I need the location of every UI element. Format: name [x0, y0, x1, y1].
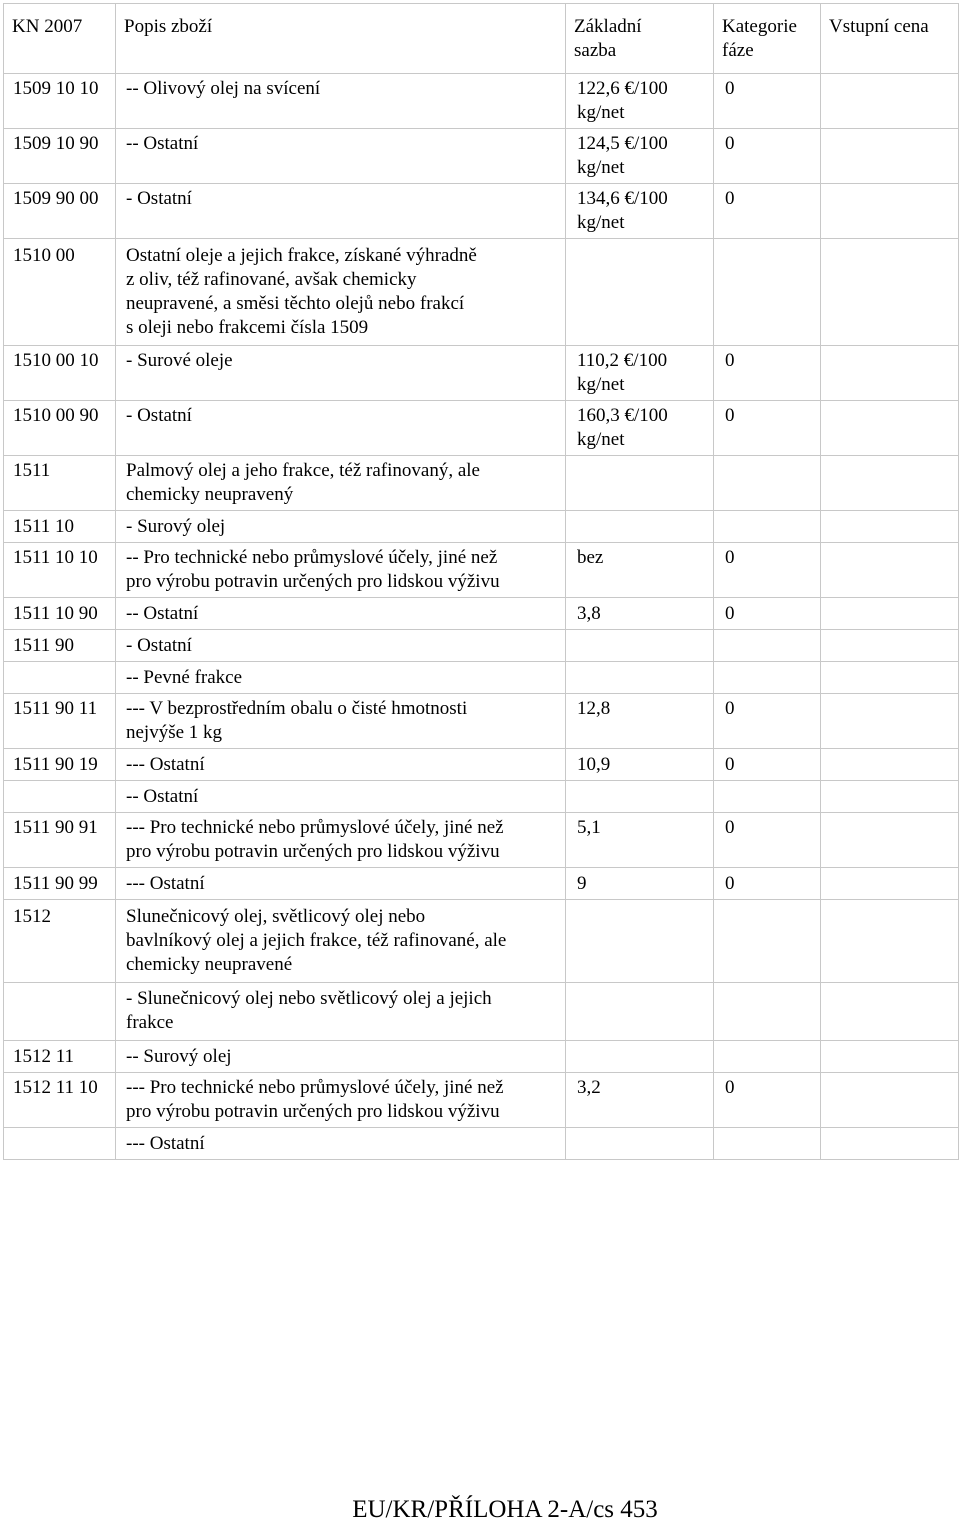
cell-description: --- Ostatní — [116, 868, 566, 900]
cell-description: - Surový olej — [116, 511, 566, 543]
cell-code: 1511 10 — [4, 511, 116, 543]
cell-code: 1510 00 — [4, 239, 116, 346]
cell-entry-price — [821, 1128, 959, 1160]
cell-base-rate: 3,2 — [566, 1073, 714, 1128]
cell-category: 0 — [714, 129, 821, 184]
cell-code: 1511 90 11 — [4, 694, 116, 749]
cell-category — [714, 239, 821, 346]
cell-description: -- Pevné frakce — [116, 662, 566, 694]
table-row — [4, 456, 959, 511]
cell-code — [4, 983, 116, 1041]
cell-base-rate: 134,6 €/100 kg/net — [566, 184, 714, 239]
cell-base-rate — [566, 239, 714, 346]
cell-description: -- Olivový olej na svícení — [116, 74, 566, 129]
cell-description: -- Ostatní — [116, 598, 566, 630]
cell-description: --- Pro technické nebo průmyslové účely, jiné než pro výrobu potravin určených pro lidskou výživu — [116, 813, 566, 868]
cell-entry-price — [821, 239, 959, 346]
cell-entry-price — [821, 630, 959, 662]
cell-description: -- Surový olej — [116, 1041, 566, 1073]
cell-description: --- Ostatní — [116, 1128, 566, 1160]
cell-description: Slunečnicový olej, světlicový olej nebo bavlníkový olej a jejich frakce, též rafinované, ale chemicky neupravené — [116, 900, 566, 983]
cell-category — [714, 630, 821, 662]
cell-category — [714, 456, 821, 511]
cell-description: -- Ostatní — [116, 781, 566, 813]
table-row — [4, 401, 959, 456]
cell-category: 0 — [714, 401, 821, 456]
header-category: Kategorie fáze — [714, 4, 821, 74]
table-row — [4, 1128, 959, 1160]
cell-base-rate: 12,8 — [566, 694, 714, 749]
page-footer-label: EU/KR/PŘÍLOHA 2-A/cs 453 — [352, 1496, 658, 1523]
cell-description: - Slunečnicový olej nebo světlicový olej a jejich frakce — [116, 983, 566, 1041]
cell-entry-price — [821, 401, 959, 456]
cell-entry-price — [821, 598, 959, 630]
cell-category: 0 — [714, 598, 821, 630]
header-kn-code: KN 2007 — [4, 4, 116, 74]
cell-category — [714, 1041, 821, 1073]
cell-description: - Ostatní — [116, 630, 566, 662]
cell-description: --- Pro technické nebo průmyslové účely, jiné než pro výrobu potravin určených pro lidskou výživu — [116, 1073, 566, 1128]
cell-entry-price — [821, 781, 959, 813]
cell-code: 1511 — [4, 456, 116, 511]
cell-category: 0 — [714, 749, 821, 781]
cell-entry-price — [821, 456, 959, 511]
header-entry-price: Vstupní cena — [821, 4, 959, 74]
cell-entry-price — [821, 543, 959, 598]
table-row — [4, 511, 959, 543]
cell-code: 1509 10 10 — [4, 74, 116, 129]
cell-base-rate: 10,9 — [566, 749, 714, 781]
cell-base-rate — [566, 511, 714, 543]
cell-code: 1511 10 90 — [4, 598, 116, 630]
table-row — [4, 543, 959, 598]
cell-description: --- V bezprostředním obalu o čisté hmotnosti nejvýše 1 kg — [116, 694, 566, 749]
cell-entry-price — [821, 346, 959, 401]
cell-description: Palmový olej a jeho frakce, též rafinovaný, ale chemicky neupravený — [116, 456, 566, 511]
cell-code — [4, 1128, 116, 1160]
cell-code — [4, 662, 116, 694]
cell-category — [714, 511, 821, 543]
cell-code: 1511 90 91 — [4, 813, 116, 868]
cell-category: 0 — [714, 74, 821, 129]
table-row — [4, 900, 959, 983]
cell-description: Ostatní oleje a jejich frakce, získané výhradně z oliv, též rafinované, avšak chemicky neupravené, a směsi těchto olejů nebo frakcí s oleji nebo frakcemi čísla 1509 — [116, 239, 566, 346]
cell-category: 0 — [714, 346, 821, 401]
table-row — [4, 694, 959, 749]
cell-code: 1511 90 99 — [4, 868, 116, 900]
cell-category: 0 — [714, 543, 821, 598]
cell-base-rate: 124,5 €/100 kg/net — [566, 129, 714, 184]
cell-description: - Ostatní — [116, 401, 566, 456]
cell-base-rate — [566, 456, 714, 511]
cell-entry-price — [821, 694, 959, 749]
cell-category: 0 — [714, 694, 821, 749]
cell-description: -- Ostatní — [116, 129, 566, 184]
cell-base-rate: bez — [566, 543, 714, 598]
cell-category: 0 — [714, 184, 821, 239]
table-row — [4, 868, 959, 900]
cell-entry-price — [821, 129, 959, 184]
table-row — [4, 662, 959, 694]
cell-code: 1512 11 — [4, 1041, 116, 1073]
table-row — [4, 749, 959, 781]
header-description: Popis zboží — [116, 4, 566, 74]
table-row — [4, 781, 959, 813]
table-row — [4, 598, 959, 630]
cell-code: 1509 10 90 — [4, 129, 116, 184]
cell-base-rate: 110,2 €/100 kg/net — [566, 346, 714, 401]
cell-category — [714, 662, 821, 694]
cell-code — [4, 781, 116, 813]
table-row — [4, 346, 959, 401]
cell-base-rate: 3,8 — [566, 598, 714, 630]
cell-category — [714, 781, 821, 813]
table-header-row — [4, 4, 959, 74]
cell-entry-price — [821, 749, 959, 781]
cell-base-rate: 9 — [566, 868, 714, 900]
table-row — [4, 1041, 959, 1073]
cell-description: - Surové oleje — [116, 346, 566, 401]
cell-entry-price — [821, 813, 959, 868]
cell-description: -- Pro technické nebo průmyslové účely, jiné než pro výrobu potravin určených pro lidskou výživu — [116, 543, 566, 598]
cell-code: 1510 00 10 — [4, 346, 116, 401]
cell-entry-price — [821, 1041, 959, 1073]
cell-base-rate — [566, 781, 714, 813]
table-row — [4, 74, 959, 129]
cell-entry-price — [821, 74, 959, 129]
cell-entry-price — [821, 868, 959, 900]
cell-code: 1510 00 90 — [4, 401, 116, 456]
cell-base-rate: 5,1 — [566, 813, 714, 868]
cell-category — [714, 900, 821, 983]
table-row — [4, 983, 959, 1041]
cell-category: 0 — [714, 868, 821, 900]
cell-description: - Ostatní — [116, 184, 566, 239]
cell-category — [714, 983, 821, 1041]
cell-entry-price — [821, 662, 959, 694]
cell-category — [714, 1128, 821, 1160]
table-row — [4, 1073, 959, 1128]
cell-code: 1511 90 19 — [4, 749, 116, 781]
cell-category: 0 — [714, 1073, 821, 1128]
cell-entry-price — [821, 511, 959, 543]
cell-entry-price — [821, 1073, 959, 1128]
cell-base-rate: 122,6 €/100 kg/net — [566, 74, 714, 129]
cell-code: 1511 90 — [4, 630, 116, 662]
cell-base-rate — [566, 983, 714, 1041]
table-row — [4, 239, 959, 346]
header-base-rate: Základní sazba — [566, 4, 714, 74]
table-row — [4, 813, 959, 868]
cell-base-rate — [566, 900, 714, 983]
cell-entry-price — [821, 900, 959, 983]
cell-code: 1509 90 00 — [4, 184, 116, 239]
cell-code: 1511 10 10 — [4, 543, 116, 598]
cell-entry-price — [821, 983, 959, 1041]
table-row — [4, 129, 959, 184]
cell-category: 0 — [714, 813, 821, 868]
tariff-schedule-table — [3, 3, 959, 1160]
cell-base-rate: 160,3 €/100 kg/net — [566, 401, 714, 456]
cell-base-rate — [566, 630, 714, 662]
table-row — [4, 184, 959, 239]
cell-entry-price — [821, 184, 959, 239]
cell-base-rate — [566, 662, 714, 694]
cell-code: 1512 11 10 — [4, 1073, 116, 1128]
cell-code: 1512 — [4, 900, 116, 983]
table-row — [4, 630, 959, 662]
cell-base-rate — [566, 1041, 714, 1073]
cell-description: --- Ostatní — [116, 749, 566, 781]
cell-base-rate — [566, 1128, 714, 1160]
